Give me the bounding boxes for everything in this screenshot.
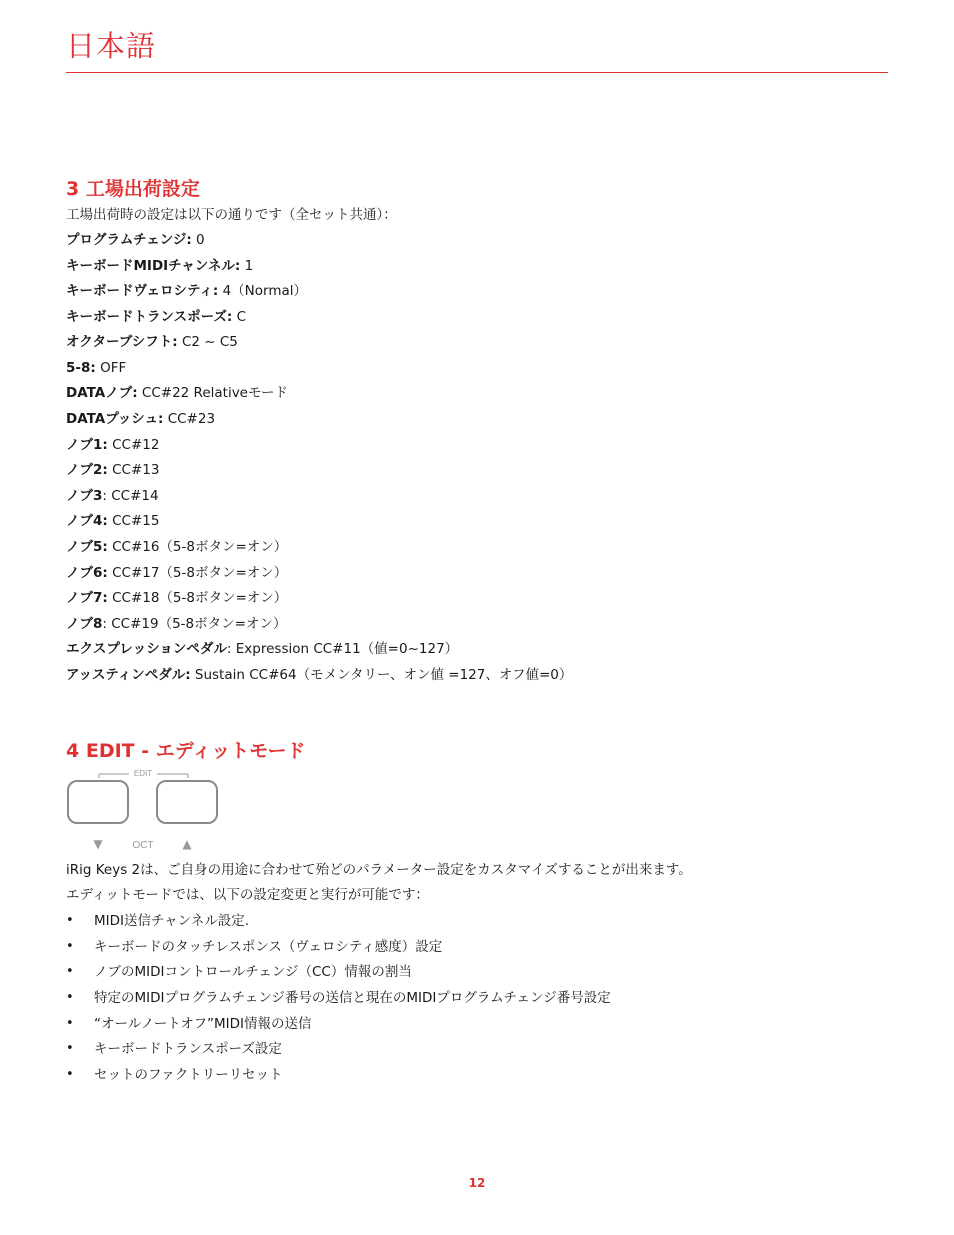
triangle-up-icon: ▲ [182, 837, 192, 851]
setting-label: ノブ4: [66, 513, 108, 529]
setting-label: ノブ1: [66, 437, 108, 453]
setting-row [66, 589, 287, 607]
setting-value: C2 ~ C5 [177, 334, 238, 350]
setting-row [66, 436, 159, 454]
setting-label: エクスプレッションペダル [66, 641, 227, 657]
setting-label: プログラムチェンジ: [66, 232, 192, 248]
page-number: 12 [468, 1176, 486, 1190]
list-item-text: キーボードトランスポーズ設定 [94, 1041, 282, 1057]
setting-label: 5-8: [66, 360, 96, 376]
setting-row [66, 487, 159, 505]
setting-value: 0 [191, 232, 205, 248]
list-item-text: キーボードのタッチレスポンス（ヴェロシティ感度）設定 [94, 939, 443, 955]
section-4-paragraph-1: iRig Keys 2は、ご自身の用途に合わせて殆どのパラメーター設定をカスタマイズすることが出来ます。 [66, 862, 692, 878]
setting-label: ノブ7: [66, 590, 108, 606]
setting-label: キーボードトランスポーズ: [66, 309, 233, 325]
bullet-icon: • [66, 913, 74, 928]
setting-row [66, 384, 288, 402]
setting-row [66, 231, 205, 249]
list-item-text: MIDI送信チャンネル設定. [94, 913, 249, 929]
list-item-text: “オールノートオフ”MIDI情報の送信 [94, 1016, 312, 1032]
setting-value: : CC#14 [102, 488, 159, 504]
setting-value: : Expression CC#11（値=0~127） [226, 641, 459, 657]
setting-label: DATAプッシュ: [66, 411, 164, 427]
setting-label: オクターブシフト: [66, 334, 178, 350]
oct-down-button-shape [68, 781, 128, 823]
setting-value: CC#12 [107, 437, 160, 453]
setting-label: ノブ8 [66, 616, 103, 632]
setting-value: 1 [240, 258, 254, 274]
setting-value: OFF [95, 360, 127, 376]
setting-value: CC#18（5-8ボタン=オン） [107, 590, 288, 606]
setting-label: ノブ5: [66, 539, 108, 555]
setting-row [66, 538, 287, 556]
setting-label: DATAノブ: [66, 385, 138, 401]
setting-value: Sustain CC#64（モメンタリー、オン値 =127、オフ値=0） [190, 667, 573, 683]
bullet-icon: • [66, 1016, 74, 1031]
setting-value: CC#16（5-8ボタン=オン） [107, 539, 288, 555]
section-4-heading: 4 EDIT - エディットモード [66, 740, 306, 762]
edit-oct-diagram [66, 766, 226, 854]
setting-row [66, 640, 458, 658]
setting-label: キーボードヴェロシティ: [66, 283, 219, 299]
bullet-icon: • [66, 1067, 74, 1082]
setting-label: ノブ2: [66, 462, 108, 478]
section-3-intro: 工場出荷時の設定は以下の通りです（全セット共通）： [66, 207, 397, 223]
section-3-heading: 3 工場出荷設定 [66, 178, 200, 200]
setting-row [66, 282, 307, 300]
setting-row [66, 257, 253, 275]
title-rule [66, 72, 888, 73]
bullet-icon: • [66, 990, 74, 1005]
list-item-text: 特定のMIDIプログラムチェンジ番号の送信と現在のMIDIプログラムチェンジ番号設定 [94, 990, 611, 1006]
setting-row [66, 615, 286, 633]
edit-buttons-illustration [66, 766, 226, 854]
setting-row [66, 308, 246, 326]
setting-label: アッスティンペダル: [66, 667, 191, 683]
setting-label: ノブ6: [66, 565, 108, 581]
setting-row [66, 666, 572, 684]
setting-row [66, 564, 287, 582]
setting-value: CC#15 [107, 513, 160, 529]
setting-row [66, 410, 215, 428]
setting-value: CC#22 Relativeモード [137, 385, 288, 401]
setting-value: CC#23 [163, 411, 216, 427]
setting-label: ノブ3 [66, 488, 103, 504]
setting-value: CC#13 [107, 462, 160, 478]
setting-value: CC#17（5-8ボタン=オン） [107, 565, 288, 581]
setting-row [66, 333, 238, 351]
setting-row [66, 359, 126, 377]
bullet-icon: • [66, 964, 74, 979]
bullet-icon: • [66, 939, 74, 954]
oct-up-button-shape [157, 781, 217, 823]
list-item-text: ノブのMIDIコントロールチェンジ（CC）情報の割当 [94, 964, 412, 980]
oct-label: OCT [132, 840, 154, 851]
triangle-down-icon: ▼ [93, 837, 103, 851]
setting-value: : CC#19（5-8ボタン=オン） [102, 616, 287, 632]
setting-label: キーボードMIDIチャンネル: [66, 258, 241, 274]
setting-row [66, 461, 159, 479]
edit-label: EDIT [133, 769, 153, 778]
setting-value: C [232, 309, 247, 325]
setting-value: 4（Normal） [218, 283, 308, 299]
section-4-paragraph-2: エディットモードでは、以下の設定変更と実行が可能です： [66, 887, 429, 903]
list-item-text: セットのファクトリーリセット [94, 1067, 283, 1083]
bullet-icon: • [66, 1041, 74, 1056]
setting-row [66, 512, 159, 530]
language-title: 日本語 [66, 29, 157, 63]
